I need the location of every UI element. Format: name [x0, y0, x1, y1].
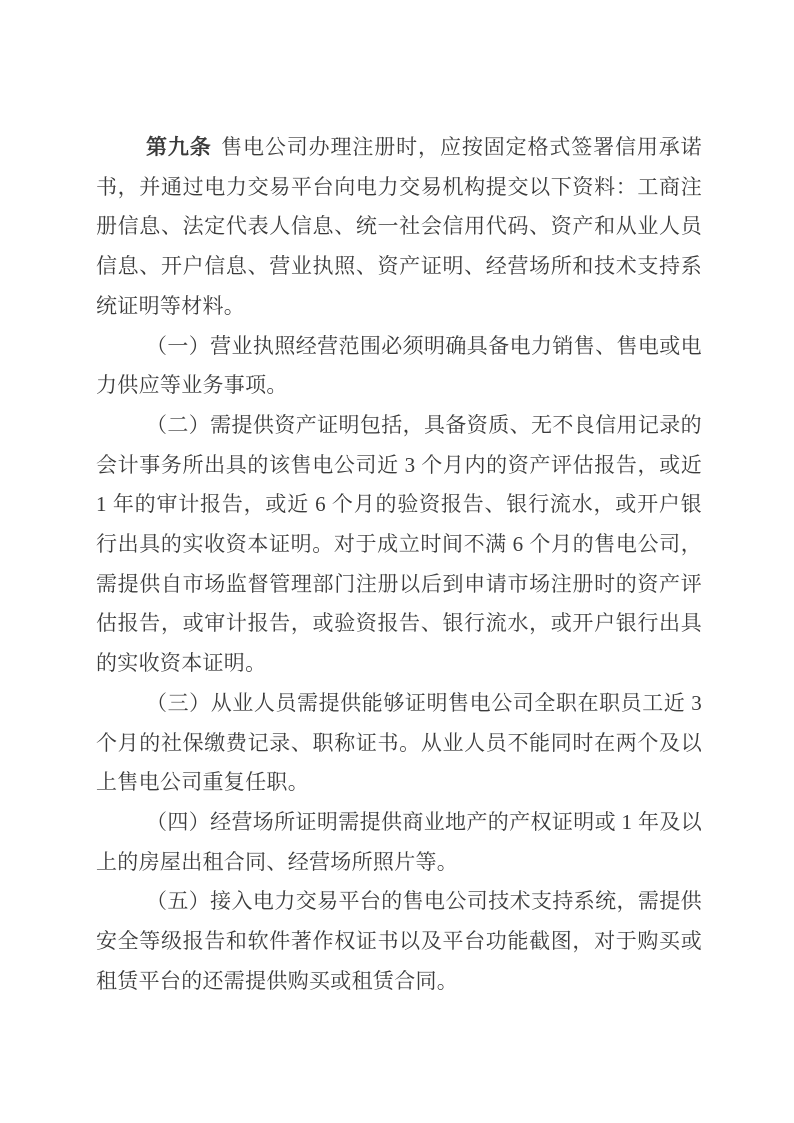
paragraph-item-5 — [96, 882, 702, 1001]
paragraph-text: （四）经营场所证明需提供商业地产的产权证明或 1 年及以上的房屋出租合同、经营场所照片等。 — [96, 809, 702, 874]
article-body — [96, 128, 702, 1001]
paragraph-text: （五）接入电力交易平台的售电公司技术支持系统，需提供安全等级报告和软件著作权证书以及平台功能截图，对于购买或租赁平台的还需提供购买或租赁合同。 — [96, 889, 702, 993]
paragraph-item-2 — [96, 406, 702, 684]
article-number-label: 第九条 — [146, 135, 212, 159]
paragraph-text: （二）需提供资产证明包括，具备资质、无不良信用记录的会计事务所出具的该售电公司近 3 个月内的资产评估报告，或近 1 年的审计报告，或近 6 个月的验资报告、银行流水，或开户银行出具的实收资本证明。对于成立时间不满 6 个月的售电公司，需提供自市场监督管理部门注册以后到申请市场注册时的资产评估报告，或审计报告，或验资报告、银行流水，或开户银行出具的实收资本证明。 — [96, 412, 702, 676]
paragraph-text: 售电公司办理注册时，应按固定格式签署信用承诺书，并通过电力交易平台向电力交易机构提交以下资料：工商注册信息、法定代表人信息、统一社会信用代码、资产和从业人员信息、开户信息、营业执照、资产证明、经营场所和技术支持系统证明等材料。 — [96, 135, 702, 318]
paragraph-item-1 — [96, 327, 702, 406]
paragraph-item-4 — [96, 803, 702, 882]
paragraph-item-3 — [96, 684, 702, 803]
paragraph-text: （一）营业执照经营范围必须明确具备电力销售、售电或电力供应等业务事项。 — [96, 333, 702, 398]
paragraph-article-9 — [96, 128, 702, 327]
paragraph-text: （三）从业人员需提供能够证明售电公司全职在职员工近 3 个月的社保缴费记录、职称证书。从业人员不能同时在两个及以上售电公司重复任职。 — [96, 690, 702, 795]
